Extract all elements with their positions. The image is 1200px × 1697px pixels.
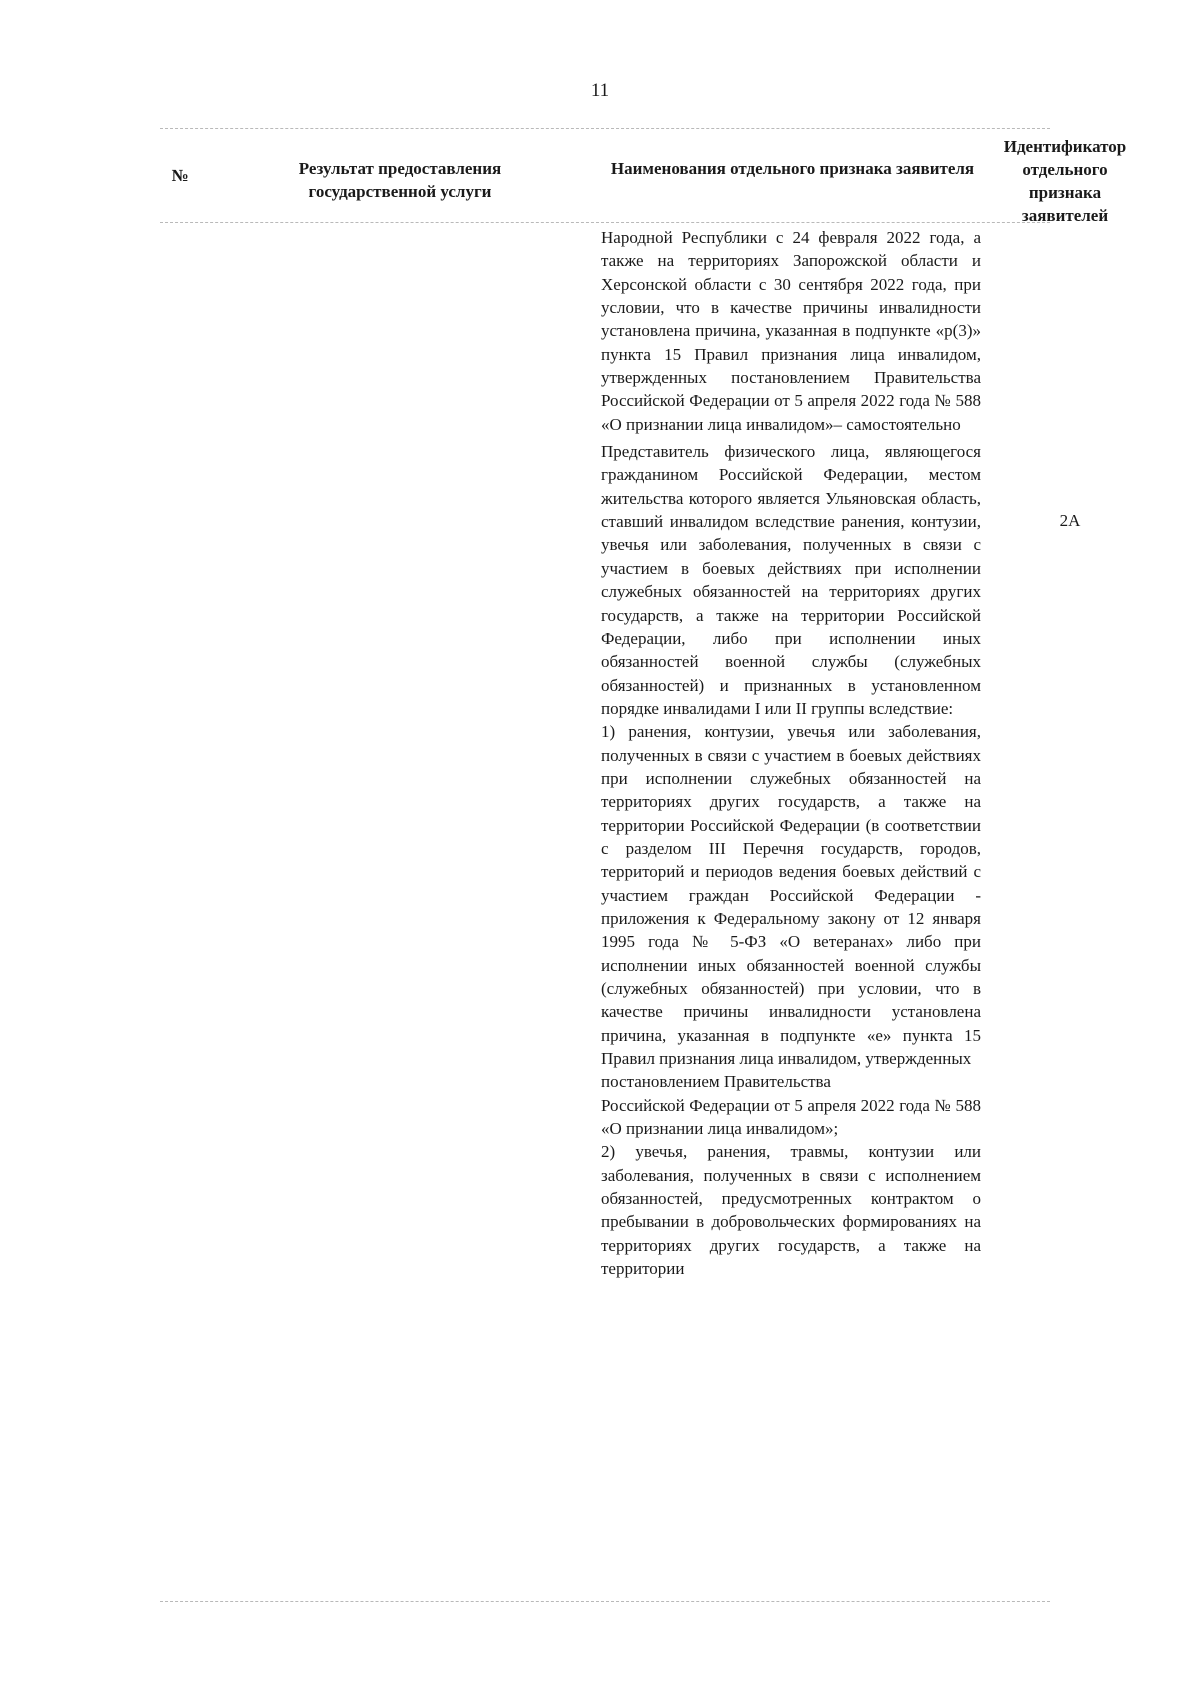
applicant-criteria-text [601, 226, 981, 1280]
paragraph-decree-ref: Российской Федерации от 5 апреля 2022 года № 588 «О признании лица инвалидом»; [601, 1095, 981, 1139]
header-number: № [171, 166, 189, 185]
header-identifier: Идентификатор отдельного признака заявителей [1003, 137, 1127, 225]
paragraph-continuation: Народной Республики с 24 февраля 2022 года, а также на территориях Запорожской области и Херсонской области с 30 сентября 2022 года, при условии, что в качестве причины инвалидности установлена причина, указанная в подпункте «р(3)» пункта 15 Правил признания лица инвалидом, утвержденных постановлением Правительства Российской Федерации от 5 апреля 2022 года № 588 «О признании лица инвалидом»– самостоятельно [601, 228, 981, 434]
page-number: 11 [590, 80, 610, 101]
paragraph-representative: Представитель физического лица, являющегося гражданином Российской Федерации, местом жительства которого является Ульяновская область, ставший инвалидом вследствие ранения, контузии, увечья или заболевания, полученных в связи с участием в боевых действиях при исполнении служебных обязанностей на территориях других государств, а также на территории Российской Федерации, либо при исполнении иных обязанностей военной службы (служебных обязанностей) и признанных в установленном порядке инвалидами I или II группы вследствие: [601, 442, 981, 718]
top-rule [160, 128, 1050, 129]
paragraph-item-1: 1) ранения, контузии, увечья или заболевания, полученных в связи с участием в боевых действиях при исполнении служебных обязанностей на территориях других государств, а также на территории Российской Федерации (в соответствии с разделом III Перечня государств, городов, территорий и периодов ведения боевых действий с участием граждан Российской Федерации - приложения к Федеральному закону от 12 января 1995 года № 5-ФЗ «О ветеранах» либо при исполнении иных обязанностей военной службы (служебных обязанностей) при условии, что в качестве причины инвалидности установлена причина, указанная в подпункте «е» пункта 15 Правил признания лица инвалидом, утвержденных [601, 722, 981, 1069]
paragraph-item-2: 2) увечья, ранения, травмы, контузии или заболевания, полученных в связи с исполнением обязанностей, предусмотренных контрактом о пребывании в добровольческих формированиях на территориях других государств, а также на территории [601, 1142, 981, 1279]
header-result: Результат предоставления государственной услуги [298, 159, 502, 201]
paragraph-decree-line: постановлением Правительства [601, 1072, 831, 1092]
identifier-cell: 2А [1059, 511, 1081, 530]
bottom-rule [160, 1601, 1050, 1602]
header-rule [160, 222, 1050, 223]
header-name: Наименования отдельного признака заявителя [610, 159, 975, 178]
